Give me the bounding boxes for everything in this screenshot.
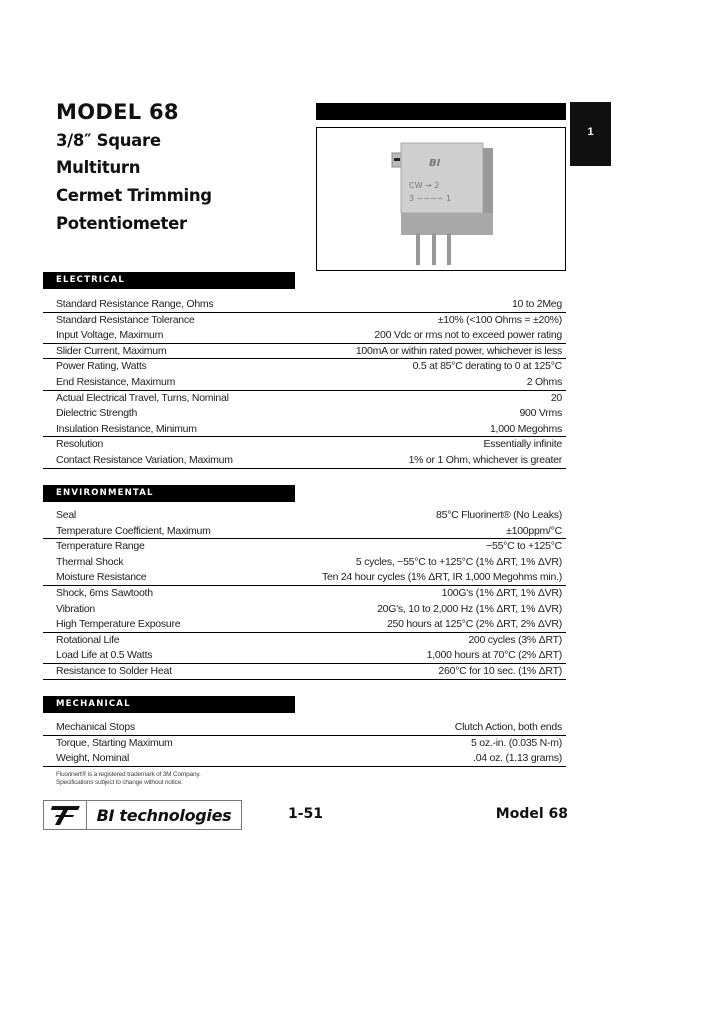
spec-label: Vibration bbox=[56, 602, 96, 615]
spec-value: 900 Vrms bbox=[519, 407, 562, 420]
spec-label: Torque, Starting Maximum bbox=[56, 736, 173, 749]
spec-row bbox=[43, 297, 566, 313]
section-tab: 1 bbox=[570, 102, 611, 166]
spec-value: Clutch Action, both ends bbox=[454, 721, 562, 733]
spec-row bbox=[43, 391, 566, 407]
spec-row bbox=[43, 736, 566, 752]
spec-value: 200 Vdc or rms not to exceed power rating bbox=[374, 329, 562, 342]
logo-text: BI technologies bbox=[96, 805, 232, 825]
marking-line: 3 ~~~~ 1 bbox=[409, 194, 452, 203]
section-header-mechanical: MECHANICAL bbox=[43, 696, 295, 713]
subtitle-line: Multiturn bbox=[56, 158, 141, 177]
environmental-spec-table bbox=[43, 508, 566, 680]
spec-value: 100mA or within rated power, whichever is less bbox=[355, 344, 562, 357]
spec-label: Temperature Range bbox=[56, 540, 145, 553]
spec-row bbox=[43, 751, 566, 767]
spec-row bbox=[43, 720, 566, 736]
mechanical-spec-table bbox=[43, 720, 566, 767]
spec-value: ±10% (<100 Ohms = ±20%) bbox=[437, 313, 562, 326]
spec-row bbox=[43, 664, 566, 680]
spec-row bbox=[43, 328, 566, 344]
subtitle-line: Potentiometer bbox=[56, 214, 187, 233]
spec-label: Seal bbox=[56, 509, 77, 521]
brand-marking: BI bbox=[429, 158, 441, 169]
spec-value: 250 hours at 125°C (2% ΔRT, 2% ΔVR) bbox=[386, 618, 562, 631]
spec-row bbox=[43, 633, 566, 649]
footnote: Specifications subject to change without notice. bbox=[56, 779, 183, 786]
spec-label: Thermal Shock bbox=[56, 555, 124, 568]
spec-row bbox=[43, 406, 566, 422]
spec-row bbox=[43, 453, 566, 469]
spec-label: Load Life at 0.5 Watts bbox=[56, 649, 153, 662]
spec-value: 5 cycles, −55°C to +125°C (1% ΔRT, 1% ΔVR) bbox=[355, 555, 562, 568]
spec-label: Resolution bbox=[56, 438, 104, 451]
spec-value: 0.5 at 85°C derating to 0 at 125°C bbox=[412, 360, 562, 373]
spec-row bbox=[43, 422, 566, 438]
potentiometer-image bbox=[317, 128, 565, 270]
spec-value: Essentially infinite bbox=[483, 438, 562, 451]
footnote: Fluorinert® is a registered trademark of 3M Company. bbox=[56, 771, 201, 778]
spec-value: 1,000 Megohms bbox=[489, 422, 562, 435]
spec-label: End Resistance, Maximum bbox=[56, 375, 176, 388]
section-header-electrical: ELECTRICAL bbox=[43, 272, 295, 289]
spec-label: Standard Resistance Tolerance bbox=[56, 313, 195, 326]
spec-value: −55°C to +125°C bbox=[486, 540, 562, 553]
spec-row bbox=[43, 313, 566, 329]
page-number: 1-51 bbox=[288, 806, 324, 822]
spec-value: 2 Ohms bbox=[526, 375, 562, 388]
spec-label: Standard Resistance Range, Ohms bbox=[56, 298, 214, 310]
spec-value: 1% or 1 Ohm, whichever is greater bbox=[408, 453, 562, 466]
spec-value: 100G's (1% ΔRT, 1% ΔVR) bbox=[441, 586, 562, 599]
page-title: MODEL 68 bbox=[56, 100, 179, 124]
spec-value: Ten 24 hour cycles (1% ΔRT, IR 1,000 Megohms min.) bbox=[321, 571, 562, 584]
spec-label: Input Voltage, Maximum bbox=[56, 329, 164, 342]
spec-row bbox=[43, 570, 566, 586]
spec-label: Insulation Resistance, Minimum bbox=[56, 422, 197, 435]
spec-row bbox=[43, 586, 566, 602]
spec-row bbox=[43, 375, 566, 391]
product-photo bbox=[316, 127, 566, 271]
spec-value: 20 bbox=[550, 391, 562, 404]
spec-value: 10 to 2Meg bbox=[511, 298, 562, 310]
spec-value: 85°C Fluorinert® (No Leaks) bbox=[436, 509, 562, 521]
spec-label: Temperature Coefficient, Maximum bbox=[56, 524, 211, 537]
company-logo bbox=[43, 800, 242, 830]
spec-row bbox=[43, 539, 566, 555]
spec-row bbox=[43, 344, 566, 360]
spec-label: Power Rating, Watts bbox=[56, 360, 147, 373]
spec-label: High Temperature Exposure bbox=[56, 618, 181, 631]
spec-row bbox=[43, 617, 566, 633]
section-header-environmental: ENVIRONMENTAL bbox=[43, 485, 295, 502]
spec-row bbox=[43, 524, 566, 540]
logo-mark-icon bbox=[44, 801, 87, 829]
spec-value: 1,000 hours at 70°C (2% ΔRT) bbox=[426, 649, 562, 662]
spec-row bbox=[43, 359, 566, 375]
spec-label: Mechanical Stops bbox=[56, 721, 135, 733]
spec-label: Moisture Resistance bbox=[56, 571, 147, 584]
marking-line: CW → 2 bbox=[409, 181, 440, 190]
subtitle-line: 3/8″ Square bbox=[56, 131, 161, 150]
subtitle-line: Cermet Trimming bbox=[56, 186, 212, 205]
spec-label: Actual Electrical Travel, Turns, Nominal bbox=[56, 391, 229, 404]
spec-value: .04 oz. (1.13 grams) bbox=[473, 752, 562, 765]
spec-label: Resistance to Solder Heat bbox=[56, 664, 172, 677]
spec-value: 200 cycles (3% ΔRT) bbox=[468, 633, 562, 646]
spec-row bbox=[43, 555, 566, 571]
spec-row bbox=[43, 648, 566, 664]
spec-label: Weight, Nominal bbox=[56, 752, 130, 765]
spec-value: 260°C for 10 sec. (1% ΔRT) bbox=[438, 664, 562, 677]
spec-label: Contact Resistance Variation, Maximum bbox=[56, 453, 233, 466]
spec-row bbox=[43, 437, 566, 453]
header-bar bbox=[316, 103, 566, 120]
spec-label: Shock, 6ms Sawtooth bbox=[56, 586, 153, 599]
spec-value: 5 oz.-in. (0.035 N-m) bbox=[470, 736, 562, 749]
spec-row bbox=[43, 602, 566, 618]
spec-label: Dielectric Strength bbox=[56, 407, 138, 420]
electrical-spec-table bbox=[43, 297, 566, 469]
spec-value: 20G's, 10 to 2,000 Hz (1% ΔRT, 1% ΔVR) bbox=[377, 602, 562, 615]
spec-label: Slider Current, Maximum bbox=[56, 344, 167, 357]
spec-row bbox=[43, 508, 566, 524]
spec-label: Rotational Life bbox=[56, 633, 120, 646]
footer-model: Model 68 bbox=[495, 806, 568, 822]
spec-value: ±100ppm/°C bbox=[506, 524, 562, 537]
